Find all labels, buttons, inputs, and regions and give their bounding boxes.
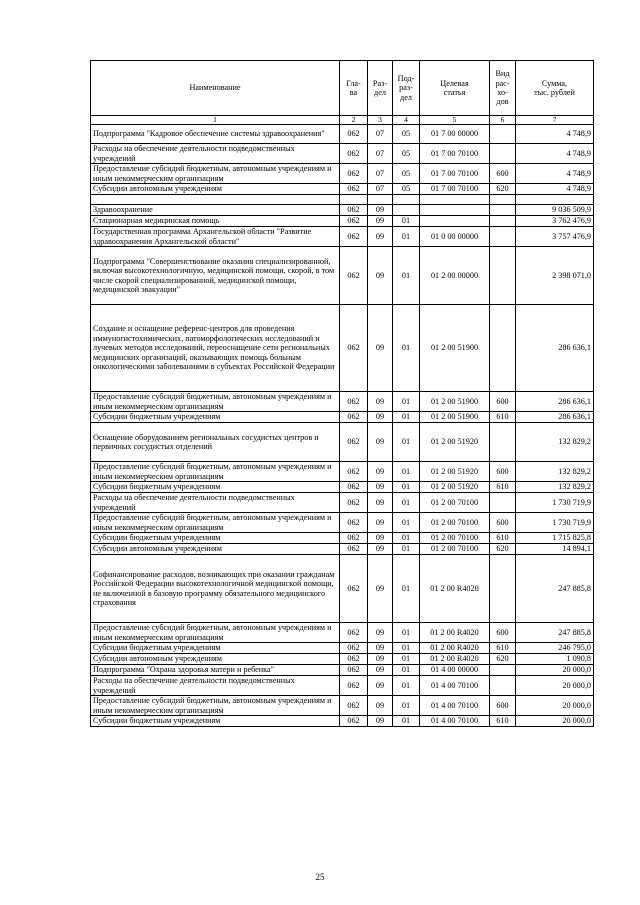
row-subsection-cell: 01	[393, 247, 420, 305]
row-name-cell: Субсидии бюджетным учреждениям	[91, 533, 340, 544]
column-number: 4	[393, 116, 420, 125]
row-target-cell: 01 2 00 R4020	[420, 654, 490, 665]
table-row	[91, 205, 594, 216]
table-row	[91, 493, 594, 513]
row-amount-cell: 1 730 719,9	[516, 513, 594, 533]
row-subsection-cell: 01	[393, 716, 420, 727]
table-row	[91, 482, 594, 493]
row-name-cell: Стационарная медицинская помощь	[91, 216, 340, 227]
row-section-cell: 09	[368, 696, 393, 716]
row-target-cell: 01 7 00 70100	[420, 184, 490, 195]
row-amount-cell: 4 748,9	[516, 125, 594, 144]
empty-cell	[393, 195, 420, 205]
row-amount-cell: 2 398 071,0	[516, 247, 594, 305]
row-section-cell: 09	[368, 305, 393, 392]
row-subsection-cell: 01	[393, 544, 420, 555]
row-name-cell: Предоставление субсидий бюджетным, автономным учреждениям и иным некоммерческим организациям	[91, 462, 340, 482]
row-target-cell: 01 4 00 70100	[420, 676, 490, 696]
row-amount-cell: 20 000,0	[516, 665, 594, 676]
row-subsection-cell: 01	[393, 305, 420, 392]
column-number: 7	[516, 116, 594, 125]
table-row	[91, 696, 594, 716]
row-section-cell: 09	[368, 247, 393, 305]
row-subsection-cell: 05	[393, 144, 420, 164]
row-name-cell: Предоставление субсидий бюджетным, автономным учреждениям и иным некоммерческим организациям	[91, 164, 340, 184]
row-chapter-cell: 062	[340, 643, 368, 654]
row-amount-cell: 286 636,1	[516, 392, 594, 412]
row-section-cell: 09	[368, 555, 393, 623]
row-target-cell: 01 2 00 51920	[420, 462, 490, 482]
table-row	[91, 643, 594, 654]
row-section-cell: 09	[368, 227, 393, 247]
table-row	[91, 227, 594, 247]
row-chapter-cell: 062	[340, 544, 368, 555]
row-target-cell: 01 2 00 R4020	[420, 643, 490, 654]
row-target-cell: 01 2 00 51920	[420, 482, 490, 493]
row-expense-type-cell: 600	[490, 513, 516, 533]
row-expense-type-cell: 610	[490, 643, 516, 654]
row-chapter-cell: 062	[340, 247, 368, 305]
row-chapter-cell: 062	[340, 423, 368, 462]
row-section-cell: 09	[368, 205, 393, 216]
header-target-article: Целевая статья	[420, 61, 490, 116]
column-number: 5	[420, 116, 490, 125]
empty-cell	[368, 195, 393, 205]
empty-cell	[516, 195, 594, 205]
table-row	[91, 125, 594, 144]
row-amount-cell: 4 748,9	[516, 184, 594, 195]
header-row	[91, 61, 594, 116]
row-amount-cell: 20 000,0	[516, 716, 594, 727]
row-chapter-cell: 062	[340, 533, 368, 544]
row-expense-type-cell	[490, 493, 516, 513]
row-target-cell: 01 2 00 70100	[420, 544, 490, 555]
row-subsection-cell: 01	[393, 462, 420, 482]
row-section-cell: 07	[368, 144, 393, 164]
row-amount-cell: 286 636,1	[516, 412, 594, 423]
row-subsection-cell: 01	[393, 555, 420, 623]
row-amount-cell: 132 829,2	[516, 482, 594, 493]
row-expense-type-cell	[490, 227, 516, 247]
row-chapter-cell: 062	[340, 676, 368, 696]
row-amount-cell: 132 829,2	[516, 423, 594, 462]
row-target-cell: 01 2 00 70100	[420, 513, 490, 533]
row-name-cell: Субсидии автономным учреждениям	[91, 184, 340, 195]
row-target-cell: 01 7 00 70100	[420, 164, 490, 184]
row-amount-cell: 1 090,8	[516, 654, 594, 665]
row-target-cell: 01 7 00 00000	[420, 125, 490, 144]
row-target-cell: 01 2 00 R4020	[420, 623, 490, 643]
row-name-cell: Предоставление субсидий бюджетным, автономным учреждениям и иным некоммерческим организациям	[91, 623, 340, 643]
row-chapter-cell: 062	[340, 462, 368, 482]
row-chapter-cell: 062	[340, 716, 368, 727]
row-amount-cell: 3 762 476,9	[516, 216, 594, 227]
row-section-cell: 09	[368, 643, 393, 654]
row-section-cell: 09	[368, 493, 393, 513]
row-subsection-cell	[393, 205, 420, 216]
row-chapter-cell: 062	[340, 696, 368, 716]
row-chapter-cell: 062	[340, 216, 368, 227]
row-target-cell: 01 7 00 70100	[420, 144, 490, 164]
row-target-cell: 01 4 00 70100	[420, 696, 490, 716]
row-subsection-cell: 01	[393, 643, 420, 654]
table-row	[91, 423, 594, 462]
row-name-cell: Государственная программа Архангельской области "Развитие здравоохранения Архангельской области"	[91, 227, 340, 247]
row-amount-cell: 20 000,0	[516, 676, 594, 696]
table-row	[91, 247, 594, 305]
table-row	[91, 533, 594, 544]
table-row	[91, 144, 594, 164]
header-subsection: Под- раз- дел	[393, 61, 420, 116]
row-target-cell: 01 2 00 70100	[420, 493, 490, 513]
row-chapter-cell: 062	[340, 654, 368, 665]
table-row	[91, 544, 594, 555]
row-subsection-cell: 01	[393, 493, 420, 513]
row-section-cell: 09	[368, 412, 393, 423]
empty-cell	[340, 195, 368, 205]
row-expense-type-cell	[490, 216, 516, 227]
table-row	[91, 164, 594, 184]
row-chapter-cell: 062	[340, 392, 368, 412]
row-expense-type-cell: 620	[490, 184, 516, 195]
column-number-row	[91, 116, 594, 125]
row-target-cell: 01 2 00 51900	[420, 305, 490, 392]
row-chapter-cell: 062	[340, 305, 368, 392]
header-name: Наименование	[91, 61, 340, 116]
row-expense-type-cell: 610	[490, 412, 516, 423]
row-section-cell: 09	[368, 623, 393, 643]
row-name-cell: Субсидии автономным учреждениям	[91, 544, 340, 555]
row-expense-type-cell	[490, 305, 516, 392]
row-name-cell: Подпрограмма "Совершенствование оказания специализированной, включая высокотехнологичную, медицинской помощи, скорой, в том числе скорой специализированной, медицинской помощи, медицинской эвакуации"	[91, 247, 340, 305]
row-subsection-cell: 05	[393, 164, 420, 184]
table-body	[91, 125, 594, 727]
row-section-cell: 09	[368, 544, 393, 555]
table-row	[91, 462, 594, 482]
row-chapter-cell: 062	[340, 482, 368, 493]
row-amount-cell: 4 748,9	[516, 164, 594, 184]
row-subsection-cell: 01	[393, 216, 420, 227]
row-expense-type-cell	[490, 555, 516, 623]
table-row	[91, 392, 594, 412]
row-section-cell: 09	[368, 513, 393, 533]
row-chapter-cell: 062	[340, 665, 368, 676]
row-amount-cell: 286 636,1	[516, 305, 594, 392]
row-section-cell: 09	[368, 716, 393, 727]
empty-cell	[91, 195, 340, 205]
row-section-cell: 07	[368, 164, 393, 184]
row-target-cell: 01 2 00 51920	[420, 423, 490, 462]
row-section-cell: 09	[368, 392, 393, 412]
row-amount-cell: 1 730 719,9	[516, 493, 594, 513]
row-section-cell: 09	[368, 676, 393, 696]
row-subsection-cell: 01	[393, 482, 420, 493]
column-number: 6	[490, 116, 516, 125]
row-target-cell: 01 4 00 70100	[420, 716, 490, 727]
budget-table-container	[90, 60, 593, 727]
blank-row	[91, 195, 594, 205]
row-amount-cell: 14 894,1	[516, 544, 594, 555]
header-expense-type: Вид рас- хо- дов	[490, 61, 516, 116]
row-name-cell: Расходы на обеспечение деятельности подведомственных учреждений	[91, 493, 340, 513]
row-expense-type-cell	[490, 125, 516, 144]
empty-cell	[420, 195, 490, 205]
row-expense-type-cell: 600	[490, 164, 516, 184]
row-target-cell: 01 2 00 51900	[420, 412, 490, 423]
table-row	[91, 665, 594, 676]
row-expense-type-cell: 610	[490, 533, 516, 544]
row-amount-cell: 1 715 825,8	[516, 533, 594, 544]
row-amount-cell: 3 757 476,9	[516, 227, 594, 247]
row-section-cell: 09	[368, 216, 393, 227]
row-subsection-cell: 05	[393, 125, 420, 144]
table-row	[91, 305, 594, 392]
header-section: Раз- дел	[368, 61, 393, 116]
row-subsection-cell: 01	[393, 392, 420, 412]
row-chapter-cell: 062	[340, 227, 368, 247]
row-chapter-cell: 062	[340, 493, 368, 513]
row-section-cell: 07	[368, 184, 393, 195]
row-chapter-cell: 062	[340, 513, 368, 533]
row-chapter-cell: 062	[340, 412, 368, 423]
row-expense-type-cell	[490, 205, 516, 216]
row-subsection-cell: 01	[393, 227, 420, 247]
row-subsection-cell: 01	[393, 665, 420, 676]
row-name-cell: Расходы на обеспечение деятельности подведомственных учреждений	[91, 144, 340, 164]
row-subsection-cell: 01	[393, 423, 420, 462]
row-name-cell: Расходы на обеспечение деятельности подведомственных учреждений	[91, 676, 340, 696]
row-subsection-cell: 01	[393, 654, 420, 665]
table-row	[91, 623, 594, 643]
row-amount-cell: 9 036 509,9	[516, 205, 594, 216]
row-expense-type-cell	[490, 247, 516, 305]
row-amount-cell: 20 000,0	[516, 696, 594, 716]
row-expense-type-cell	[490, 144, 516, 164]
table-row	[91, 676, 594, 696]
row-name-cell: Субсидии бюджетным учреждениям	[91, 482, 340, 493]
row-target-cell	[420, 216, 490, 227]
row-name-cell: Оснащение оборудованием региональных сосудистых центров и первичных сосудистых отделений	[91, 423, 340, 462]
row-name-cell: Субсидии автономным учреждениям	[91, 654, 340, 665]
row-chapter-cell: 062	[340, 144, 368, 164]
row-target-cell	[420, 205, 490, 216]
row-name-cell: Предоставление субсидий бюджетным, автономным учреждениям и иным некоммерческим организациям	[91, 513, 340, 533]
column-number: 3	[368, 116, 393, 125]
row-target-cell: 01 2 00 70100	[420, 533, 490, 544]
row-name-cell: Субсидии бюджетным учреждениям	[91, 716, 340, 727]
row-section-cell: 09	[368, 423, 393, 462]
row-target-cell: 01 0 00 00000	[420, 227, 490, 247]
row-name-cell: Софинансирование расходов, возникающих при оказании гражданам Российской Федерации высокотехнологичной медицинской помощи, не включенной в базовую программу обязательного медицинского страхования	[91, 555, 340, 623]
page-number: 25	[315, 872, 325, 882]
table-row	[91, 654, 594, 665]
row-section-cell: 07	[368, 125, 393, 144]
row-name-cell: Предоставление субсидий бюджетным, автономным учреждениям и иным некоммерческим организациям	[91, 696, 340, 716]
row-expense-type-cell: 620	[490, 654, 516, 665]
row-subsection-cell: 05	[393, 184, 420, 195]
row-expense-type-cell: 610	[490, 482, 516, 493]
row-chapter-cell: 062	[340, 125, 368, 144]
table-row	[91, 184, 594, 195]
row-target-cell: 01 2 00 00000	[420, 247, 490, 305]
header-chapter: Гла- ва	[340, 61, 368, 116]
row-section-cell: 09	[368, 654, 393, 665]
row-amount-cell: 4 748,9	[516, 144, 594, 164]
row-name-cell: Создание и оснащение референс-центров для проведения иммуногистохимических, патоморфологических исследований и лучевых методов исследований, переоснащение сети региональных медицинских организаций, оказывающих помощь больным онкологическими заболеваниями в субъектах Российской Федерации	[91, 305, 340, 392]
row-name-cell: Предоставление субсидий бюджетным, автономным учреждениям и иным некоммерческим организациям	[91, 392, 340, 412]
row-subsection-cell: 01	[393, 676, 420, 696]
row-chapter-cell: 062	[340, 623, 368, 643]
header-amount: Сумма, тыс. рублей	[516, 61, 594, 116]
row-name-cell: Подпрограмма "Кадровое обеспечение системы здравоохранения"	[91, 125, 340, 144]
row-chapter-cell: 062	[340, 205, 368, 216]
row-target-cell: 01 4 00 00000	[420, 665, 490, 676]
row-expense-type-cell	[490, 665, 516, 676]
row-chapter-cell: 062	[340, 555, 368, 623]
budget-table	[90, 60, 594, 727]
row-amount-cell: 247 885,8	[516, 623, 594, 643]
row-expense-type-cell	[490, 423, 516, 462]
row-section-cell: 09	[368, 533, 393, 544]
row-section-cell: 09	[368, 665, 393, 676]
column-number: 1	[91, 116, 340, 125]
row-expense-type-cell: 600	[490, 392, 516, 412]
row-name-cell: Субсидии бюджетным учреждениям	[91, 643, 340, 654]
row-chapter-cell: 062	[340, 184, 368, 195]
table-row	[91, 412, 594, 423]
row-subsection-cell: 01	[393, 623, 420, 643]
table-row	[91, 716, 594, 727]
row-subsection-cell: 01	[393, 513, 420, 533]
row-subsection-cell: 01	[393, 412, 420, 423]
row-amount-cell: 132 829,2	[516, 462, 594, 482]
row-name-cell: Подпрограмма "Охрана здоровья матери и ребенка"	[91, 665, 340, 676]
table-row	[91, 555, 594, 623]
row-expense-type-cell: 600	[490, 696, 516, 716]
empty-cell	[490, 195, 516, 205]
row-chapter-cell: 062	[340, 164, 368, 184]
row-expense-type-cell: 600	[490, 623, 516, 643]
row-expense-type-cell	[490, 676, 516, 696]
table-row	[91, 216, 594, 227]
row-expense-type-cell: 600	[490, 462, 516, 482]
row-section-cell: 09	[368, 462, 393, 482]
row-amount-cell: 246 795,0	[516, 643, 594, 654]
table-row	[91, 513, 594, 533]
row-subsection-cell: 01	[393, 696, 420, 716]
row-expense-type-cell: 620	[490, 544, 516, 555]
row-expense-type-cell: 610	[490, 716, 516, 727]
column-number: 2	[340, 116, 368, 125]
row-name-cell: Субсидии бюджетным учреждениям	[91, 412, 340, 423]
row-name-cell: Здравоохранение	[91, 205, 340, 216]
row-section-cell: 09	[368, 482, 393, 493]
row-target-cell: 01 2 00 R4020	[420, 555, 490, 623]
row-target-cell: 01 2 00 51900	[420, 392, 490, 412]
row-subsection-cell: 01	[393, 533, 420, 544]
row-amount-cell: 247 885,8	[516, 555, 594, 623]
